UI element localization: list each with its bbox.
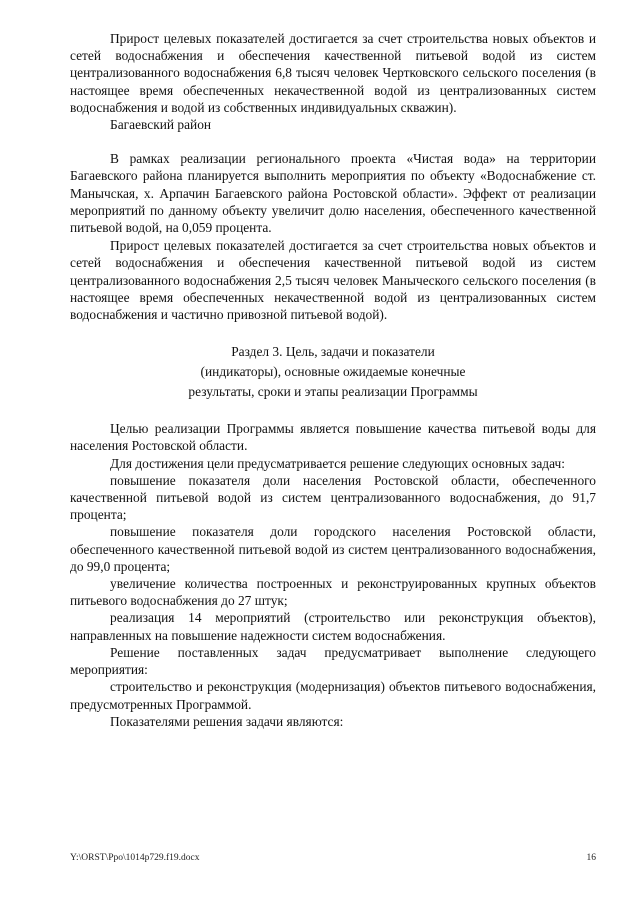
paragraph-goal: Целью реализации Программы является повышение качества питьевой воды для населения Ростовской области. bbox=[70, 421, 596, 454]
paragraph-task-3: увеличение количества построенных и реконструированных крупных объектов питьевого водоснабжения до 27 штук; bbox=[70, 576, 596, 609]
section-title-line-2: (индикаторы), основные ожидаемые конечные bbox=[200, 364, 466, 380]
section-title bbox=[70, 342, 596, 402]
paragraph-bagaevsky-growth: Прирост целевых показателей достигается за счет строительства новых объектов и сетей водоснабжения и обеспечения качественной питьевой водой из систем централизованного водоснабжения 2,5 тысяч человек Манычеcкого сельского поселения (в настоящее время обеспеченных некачественной водой из централизованных систем водоснабжения и частично привозной питьевой водой). bbox=[70, 238, 596, 323]
paragraph-tasks-intro: Для достижения цели предусматривается решение следующих основных задач: bbox=[110, 455, 565, 471]
paragraph-measure-1: строительство и реконструкция (модернизация) объектов питьевого водоснабжения, предусмотренных Программой. bbox=[70, 679, 596, 712]
page-number: 16 bbox=[586, 853, 596, 863]
paragraph-task-2: повышение показателя доли городского населения Ростовской области, обеспеченного качественной питьевой водой из систем централизованного водоснабжения, до 99,0 процента; bbox=[70, 524, 596, 574]
paragraph-bagaevsky-project: В рамках реализации регионального проекта «Чистая вода» на территории Багаевского района планируется выполнить мероприятия по объекту «Водоснабжение ст. Манычская, х. Арпачин Багаевского района Ростовской области». Эффект от реализации мероприятий по данному объекту увеличит долю населения, обеспеченного качественной питьевой водой, на 0,059 процента. bbox=[70, 151, 596, 236]
paragraph-task-4: реализация 14 мероприятий (строительство или реконструкция объектов), направленных на повышение надежности систем водоснабжения. bbox=[70, 610, 596, 643]
paragraph-chertkovsky-growth: Прирост целевых показателей достигается за счет строительства новых объектов и сетей водоснабжения и обеспечения качественной питьевой водой из систем централизованного водоснабжения 6,8 тысяч человек Чертковского сельского поселения (в настоящее время обеспеченных некачественной водой из централизованных систем водоснабжения и водой из собственных индивидуальных скважин). bbox=[70, 31, 596, 115]
section-title-line-3: результаты, сроки и этапы реализации Программы bbox=[188, 384, 478, 400]
paragraph-task-1: повышение показателя доли населения Ростовской области, обеспеченного качественной питьевой водой из систем централизованного водоснабжения, до 91,7 процента; bbox=[70, 472, 596, 523]
section-title-line-1: Раздел 3. Цель, задачи и показатели bbox=[231, 344, 435, 360]
document-body bbox=[70, 30, 596, 730]
paragraph-measures-intro: Решение поставленных задач предусматривает выполнение следующего мероприятия: bbox=[70, 644, 596, 678]
footer-file-path: Y:\ORST\Ppo\1014p729.f19.docx bbox=[70, 853, 200, 863]
district-heading: Багаевский район bbox=[110, 117, 212, 133]
paragraph-indicators-intro: Показателями решения задачи являются: bbox=[110, 713, 344, 729]
